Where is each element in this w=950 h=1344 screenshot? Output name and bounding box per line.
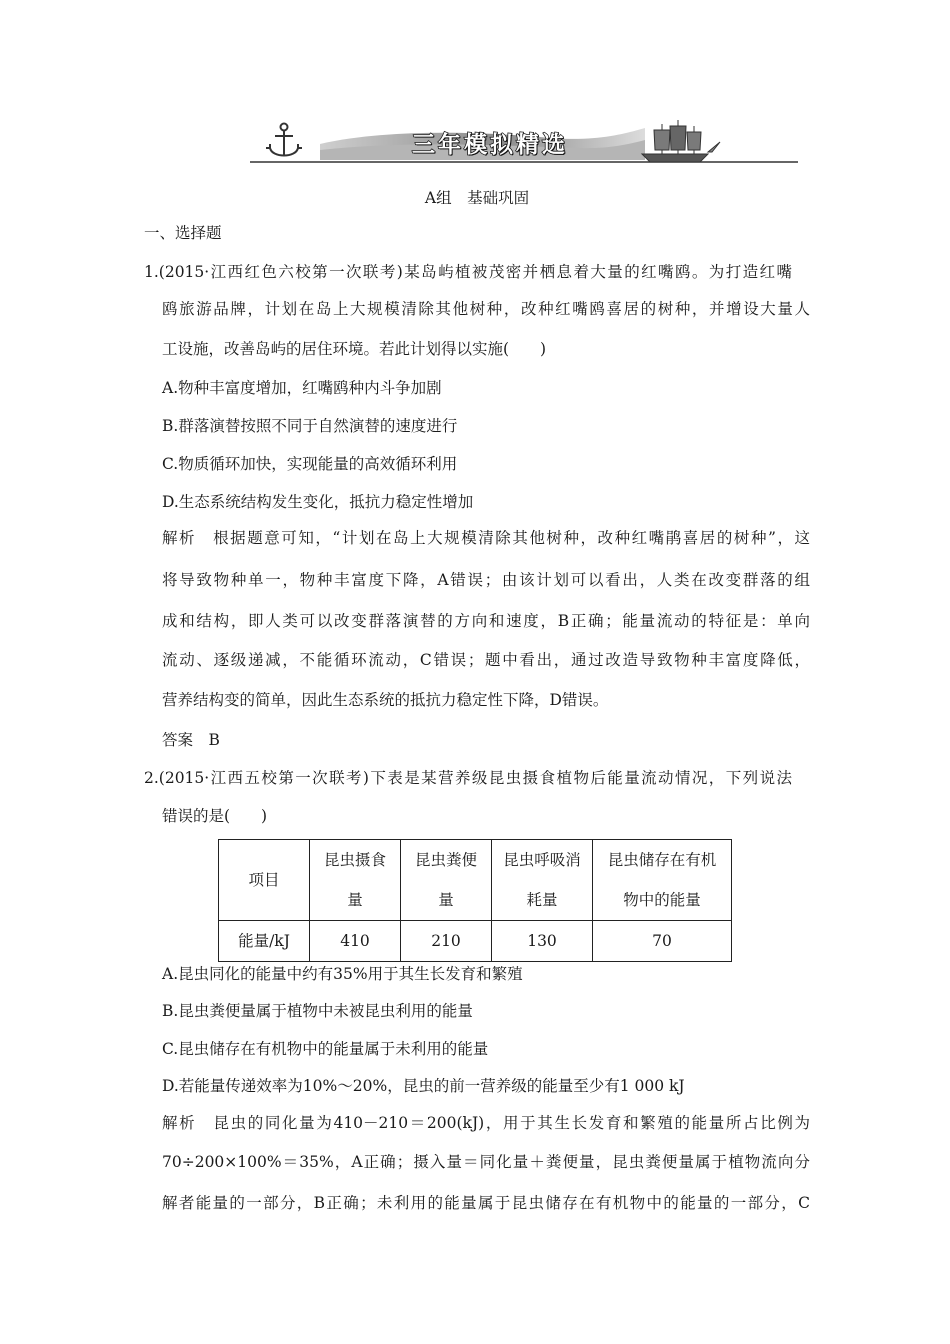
q2-analysis-line: 70÷200×100%＝35%，A正确；摄入量＝同化量＋粪便量，昆虫粪便量属于植物流向分 <box>162 1153 810 1171</box>
q1-stem-line: 工设施，改善岛屿的居住环境。若此计划得以实施( ) <box>162 340 547 358</box>
sailing-ship-icon <box>642 120 720 162</box>
table-cell: 410 <box>310 921 401 962</box>
q1-option-b: B.群落演替按照不同于自然演替的速度进行 <box>162 417 458 435</box>
q2-option-c: C.昆虫储存在有机物中的能量属于未利用的能量 <box>162 1040 489 1058</box>
q2-option-b: B.昆虫粪便量属于植物中未被昆虫利用的能量 <box>162 1002 473 1020</box>
group-title: A组 基础巩固 <box>424 189 530 207</box>
anchor-icon <box>266 124 302 157</box>
q1-answer: 答案 B <box>162 731 220 749</box>
q1-analysis-line: 解析 根据题意可知，“计划在岛上大规模清除其他树种，改种红嘴鹃喜居的树种”，这 <box>162 529 810 547</box>
table-header-cell <box>310 840 401 921</box>
table-header-text: 量 <box>438 891 454 909</box>
table-row <box>219 921 732 962</box>
section-title: 一、选择题 <box>144 224 222 242</box>
section-banner <box>250 118 798 168</box>
table-header-text: 昆虫储存在有机 <box>607 851 717 869</box>
table-header-text: 耗量 <box>526 891 558 909</box>
table-header-text: 昆虫摄食 <box>323 851 386 869</box>
table-cell: 能量/kJ <box>219 921 310 962</box>
table-header-text: 昆虫呼吸消 <box>503 851 581 869</box>
q1-option-a: A.物种丰富度增加，红嘴鸥种内斗争加剧 <box>162 379 442 397</box>
q2-stem-line: 错误的是( ) <box>162 807 268 825</box>
q1-option-c: C.物质循环加快，实现能量的高效循环利用 <box>162 455 458 473</box>
q1-analysis-line: 流动、逐级递减，不能循环流动，C错误；题中看出，通过改造导致物种丰富度降低， <box>162 651 810 669</box>
q2-option-a: A.昆虫同化的能量中约有35%用于其生长发育和繁殖 <box>162 965 523 983</box>
banner-title: 三年模拟精选 <box>412 132 568 158</box>
table-header-text: 项目 <box>248 871 280 889</box>
table-header-cell <box>219 840 310 921</box>
table-cell: 70 <box>593 921 732 962</box>
table-cell: 130 <box>492 921 593 962</box>
q2-stem-line: 2.(2015·江西五校第一次联考)下表是某营养级昆虫摄食植物后能量流动情况，下列说法 <box>144 769 792 787</box>
table-header-text: 昆虫粪便 <box>414 851 477 869</box>
energy-flow-table <box>218 839 732 962</box>
q2-analysis-line: 解者能量的一部分，B正确；未利用的能量属于昆虫储存在有机物中的能量的一部分，C <box>162 1194 810 1212</box>
q2-analysis-line: 解析 昆虫的同化量为410－210＝200(kJ)，用于其生长发育和繁殖的能量所占比例为 <box>162 1114 810 1132</box>
table-header-cell <box>492 840 593 921</box>
table-header-text: 物中的能量 <box>623 891 701 909</box>
table-cell: 210 <box>401 921 492 962</box>
q1-stem-line: 鸥旅游品牌，计划在岛上大规模清除其他树种，改种红嘴鸥喜居的树种，并增设大量人 <box>162 300 810 318</box>
table-header-text: 量 <box>347 891 363 909</box>
table-header-cell <box>401 840 492 921</box>
table-header-cell <box>593 840 732 921</box>
q1-analysis-line: 营养结构变的简单，因此生态系统的抵抗力稳定性下降，D错误。 <box>162 691 609 709</box>
q1-stem-line: 1.(2015·江西红色六校第一次联考)某岛屿植被茂密并栖息着大量的红嘴鸥。为打造红嘴 <box>144 263 792 281</box>
q1-analysis-line: 将导致物种单一，物种丰富度下降，A错误；由该计划可以看出，人类在改变群落的组 <box>162 571 810 589</box>
q1-option-d: D.生态系统结构发生变化，抵抗力稳定性增加 <box>162 493 474 511</box>
table-header-row <box>219 840 732 921</box>
q2-option-d: D.若能量传递效率为10%～20%，昆虫的前一营养级的能量至少有1 000 kJ <box>162 1077 685 1095</box>
q1-analysis-line: 成和结构，即人类可以改变群落演替的方向和速度，B正确；能量流动的特征是：单向 <box>162 612 810 630</box>
